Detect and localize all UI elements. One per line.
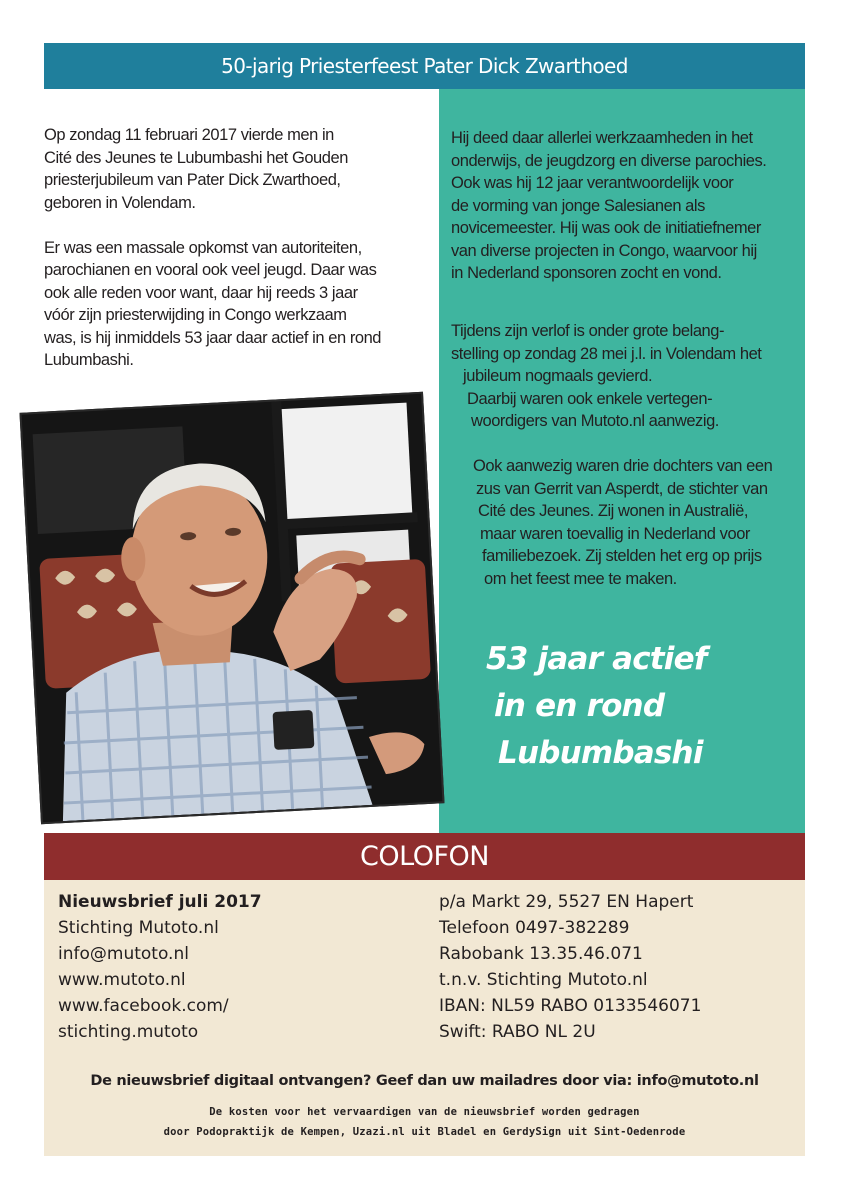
header-title: 50-jarig Priesterfeest Pater Dick Zwarthoed (221, 54, 628, 78)
newsletter-date: Nieuwsbrief juli 2017 (58, 892, 262, 912)
colofon-left-column (58, 889, 262, 1045)
bank-account: Rabobank 13.35.46.071 (439, 944, 643, 964)
sponsor-note-1: De kosten voor het vervaardigen van de nieuwsbrief worden gedragen (209, 1106, 640, 1118)
facebook-link-continued[interactable]: stichting.mutoto (58, 1022, 199, 1042)
right-paragraph-3: Ook aanwezig waren drie dochters van een zus van Gerrit van Asperdt, de stichter van Cité des Jeunes. Zij wonen in Australië, maar waren toevallig in Nederland voor familiebezoek. Zij stelden het erg op prijs om het feest mee te maken. (473, 457, 773, 588)
right-column-text-2 (451, 320, 796, 613)
colofon-title: COLOFON (360, 841, 489, 872)
subscribe-note: De nieuwsbrief digitaal ontvangen? Geef dan uw mailadres door via: info@mutoto.nl (90, 1073, 759, 1089)
address: p/a Markt 29, 5527 EN Hapert (439, 892, 694, 912)
right-paragraph-1: Hij deed daar allerlei werkzaamheden in het onderwijs, de jeugdzorg en diverse parochies. Ook was hij 12 jaar verantwoordelijk voor de vorming van jonge Salesianen als novicemeester. Hij was ook de initiatiefnemer van diverse projecten in Congo, waarvoor hij in Nederland sponsoren zocht en vond. (451, 129, 767, 282)
iban: IBAN: NL59 RABO 0133546071 (439, 996, 702, 1016)
left-column-text (44, 124, 429, 394)
left-paragraph-2: Er was een massale opkomst van autoriteiten, parochianen en vooral ook veel jeugd. Daar was ook alle reden voor want, daar hij reeds 3 jaar vóór zijn priesterwijding in Congo werkzaam was, is hij inmiddels 53 jaar daar actief in en rond Lubumbashi. (44, 238, 382, 369)
phone: Telefoon 0497-382289 (439, 918, 630, 938)
email-link[interactable]: info@mutoto.nl (58, 944, 189, 964)
account-holder: t.n.v. Stichting Mutoto.nl (439, 970, 648, 990)
newsletter-header (44, 43, 805, 89)
foundation-name: Stichting Mutoto.nl (58, 918, 219, 938)
left-paragraph-1: Op zondag 11 februari 2017 vierde men in Cité des Jeunes te Lubumbashi het Gouden priesterjubileum van Pater Dick Zwarthoed, geboren in Volendam. (44, 126, 348, 212)
sponsor-note-2: door Podopraktijk de Kempen, Uzazi.nl uit Bladel en GerdySign uit Sint-Oedenrode (163, 1126, 686, 1138)
right-column-text (451, 127, 796, 307)
highlight-quote: 53 jaar actief in en rond Lubumbashi (486, 641, 707, 771)
colofon-header (44, 833, 805, 880)
portrait-photo (19, 392, 444, 825)
right-paragraph-2: Tijdens zijn verlof is onder grote belang- stelling op zondag 28 mei j.l. in Volendam het jubileum nogmaals gevierd. Daarbij waren ook enkele vertegen- woordigers van Mutoto.nl aanwezig. (451, 322, 762, 430)
facebook-link[interactable]: www.facebook.com/ (58, 996, 229, 1016)
swift: Swift: RABO NL 2U (439, 1022, 596, 1042)
colofon-right-column (439, 889, 701, 1045)
website-link[interactable]: www.mutoto.nl (58, 970, 186, 990)
